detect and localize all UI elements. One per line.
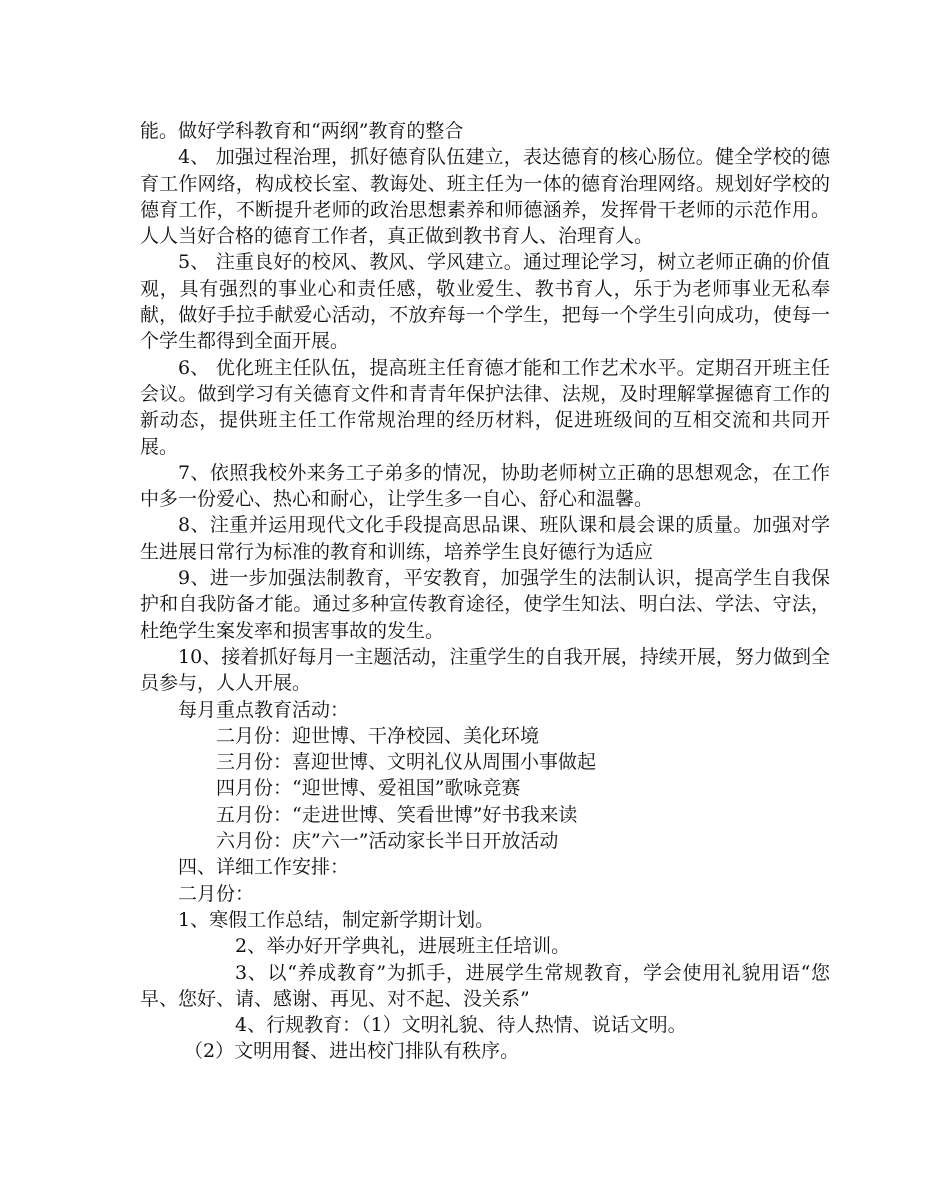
- task-1: 1、寒假工作总结，制定新学期计划。: [178, 908, 495, 931]
- paragraph-item-4: 4、 加强过程治理，抓好德育队伍建立，表达德育的核心肠位。健全学校的德育工作网络，构成校长室、教诲处、班主任为一体的德育治理网络。规划好学校的德育工作，不断提升老师的政治思想素养和师德涵养，发挥骨干老师的示范作用。人人当好合格的德育工作者，真正做到教书育人、治理育人。: [140, 146, 830, 248]
- monthly-item-jun: 六月份：庆”六一”活动家长半日开放活动: [216, 830, 559, 853]
- monthly-item-feb: 二月份：迎世博、干净校园、美化环境: [216, 724, 540, 747]
- month-label: 二月份：: [178, 882, 255, 905]
- section-heading: 四、详细工作安排：: [178, 856, 350, 879]
- monthly-item-may: 五月份：“走进世博、笑看世博”好书我来读: [216, 803, 578, 826]
- task-4: 4、行规教育：（1）文明礼貌、待人热情、说话文明。: [235, 1014, 687, 1037]
- paragraph-continuation: 能。做好学科教育和“两纲”教育的整合: [140, 120, 464, 142]
- monthly-activities-heading: 每月重点教育活动：: [178, 698, 350, 721]
- task-4-sub-2: （2）文明用餐、进出校门排队有秩序。: [184, 1040, 520, 1063]
- monthly-item-mar: 三月份：喜迎世博、文明礼仪从周围小事做起: [216, 751, 597, 774]
- paragraph-item-10: 10、接着抓好每月一主题活动，注重学生的自我开展，持续开展，努力做到全员参与，人人开展。: [140, 645, 830, 695]
- task-2: 2、举办好开学典礼，进展班主任培训。: [235, 935, 571, 958]
- paragraph-item-8: 8、注重并运用现代文化手段提高思品课、班队课和晨会课的质量。加强对学生进展日常行为标准的教育和训练，培养学生良好德行为适应: [140, 514, 830, 563]
- paragraph-item-5: 5、 注重良好的校风、教风、学风建立。通过理论学习，树立老师正确的价值观，具有强烈的事业心和责任感，敬业爱生、教书育人，乐于为老师事业无私奉献，做好手拉手献爱心活动，不放弃每一个学生，把每一个学生引向成功，使每一个学生都得到全面开展。: [140, 251, 830, 353]
- paragraph-item-9: 9、进一步加强法制教育，平安教育，加强学生的法制认识，提高学生自我保护和自我防备才能。通过多种宣传教育途径，使学生知法、明白法、学法、守法，杜绝学生案发率和损害事故的发生。: [140, 567, 830, 642]
- task-3: 3、以“养成教育”为抓手，进展学生常规教育，学会使用礼貌用语“您早、您好、请、感谢、再见、对不起、没关系”: [140, 961, 830, 1010]
- paragraph-item-7: 7、依照我校外来务工子弟多的情况，协助老师树立正确的思想观念，在工作中多一份爱心、热心和耐心，让学生多一自心、舒心和温馨。: [140, 461, 830, 511]
- monthly-item-apr: 四月份：“迎世博、爱祖国”歌咏竞赛: [216, 777, 521, 800]
- document-body: [140, 118, 830, 1065]
- paragraph-item-6: 6、 优化班主任队伍，提高班主任育德才能和工作艺术水平。定期召开班主任会议。做到学习有关德育文件和青青年保护法律、法规，及时理解掌握德育工作的新动态，提供班主任工作常规治理的经历材料，促进班级间的互相交流和共同开展。: [140, 356, 830, 458]
